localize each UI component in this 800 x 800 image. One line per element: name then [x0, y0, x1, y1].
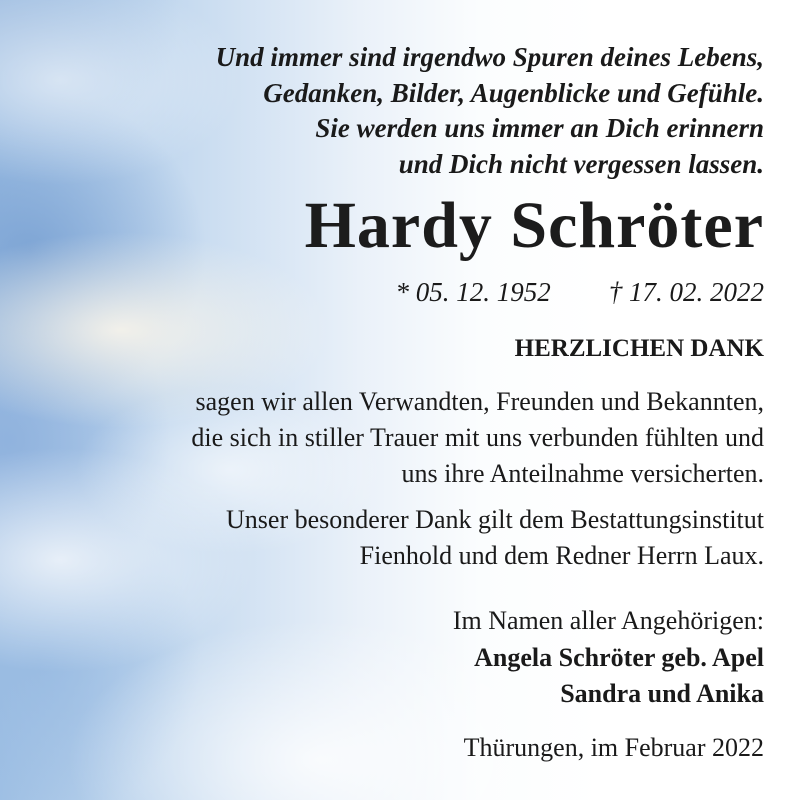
poem-line: Gedanken, Bilder, Augenblicke und Gefühle.	[263, 77, 764, 108]
poem-line: Und immer sind irgendwo Spuren deines Lebens,	[215, 42, 764, 72]
special-thanks	[226, 502, 764, 574]
death-date: † 17. 02. 2022	[608, 277, 764, 307]
thanks-heading: HERZLICHEN DANK	[514, 335, 764, 362]
special-thanks-line: Unser besonderer Dank gilt dem Bestattungsinstitut	[226, 505, 764, 534]
poem-line: Sie werden uns immer an Dich erinnern	[315, 113, 764, 143]
signoff-intro: Im Namen aller Angehörigen:	[452, 606, 764, 635]
life-dates	[396, 276, 765, 308]
thanks-line: die sich in stiller Trauer mit uns verbunden fühlten und	[191, 423, 764, 452]
place-date: Thürungen, im Februar 2022	[463, 733, 764, 762]
signer-name: Sandra und Anika	[560, 679, 764, 708]
signer-names	[474, 640, 764, 712]
special-thanks-line: Fienhold und dem Redner Herrn Laux.	[359, 541, 764, 570]
poem-verse	[216, 40, 764, 182]
deceased-name: Hardy Schröter	[304, 189, 764, 262]
thanks-line: sagen wir allen Verwandten, Freunden und Bekannten,	[195, 387, 764, 416]
thanks-line: uns ihre Anteilnahme versicherten.	[401, 459, 764, 488]
birth-date: * 05. 12. 1952	[395, 277, 551, 307]
signer-name: Angela Schröter geb. Apel	[474, 643, 764, 672]
thanks-message	[191, 384, 764, 492]
poem-line: und Dich nicht vergessen lassen.	[398, 148, 764, 179]
